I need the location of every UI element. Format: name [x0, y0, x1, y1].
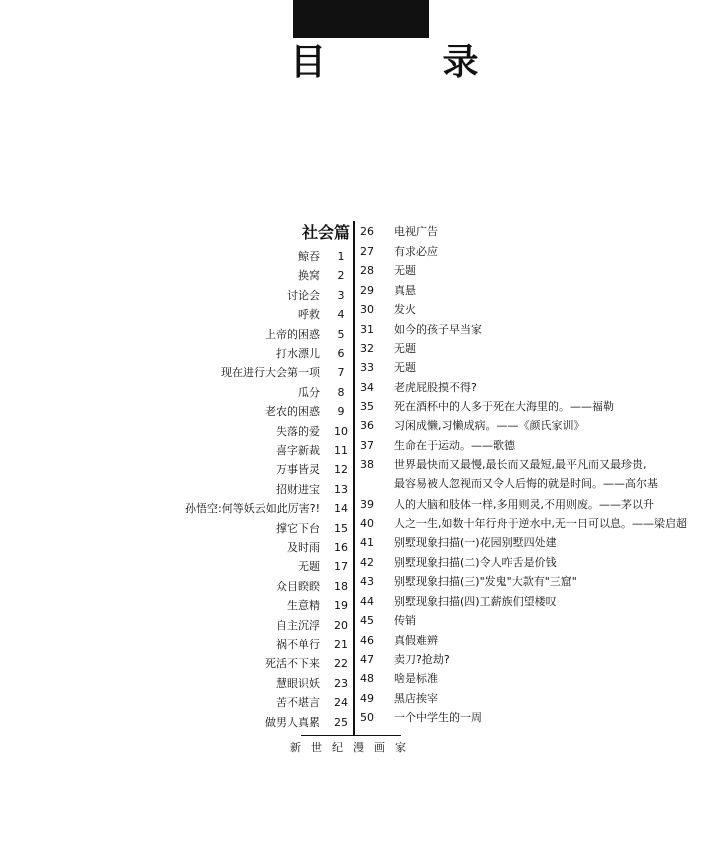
entry-title: 喜字新裁 [276, 444, 320, 457]
header-black-bar [293, 0, 429, 38]
toc-entry[interactable] [0, 616, 350, 636]
entry-title: 现在进行大会第一项 [221, 366, 320, 379]
entry-title: 鲸吞 [298, 250, 320, 263]
entry-number: 21 [334, 638, 348, 651]
entry-title: 有求必应 [394, 245, 438, 258]
toc-entry[interactable] [0, 577, 350, 597]
entry-title: 卖刀?抢劫? [394, 653, 450, 666]
entry-title: 呼救 [298, 308, 320, 321]
entry-title: 祸不单行 [276, 638, 320, 651]
toc-entry[interactable] [0, 674, 350, 694]
entry-number: 45 [360, 614, 374, 627]
entry-title: 人的大脑和肢体一样,多用则灵,不用则废。——茅以升 [394, 498, 654, 511]
entry-number: 8 [337, 386, 345, 399]
entry-title: 撑它下台 [276, 522, 320, 535]
entry-number: 33 [360, 361, 374, 374]
entry-title: 老农的困惑 [265, 405, 320, 418]
entry-title: 真悬 [394, 284, 416, 297]
entry-title-continuation: 最容易被人忽视而又令人后悔的就是时间。——高尔基 [394, 477, 658, 490]
entry-number: 28 [360, 264, 374, 277]
entry-number: 1 [337, 250, 345, 263]
entry-title: 世界最快而又最慢,最长而又最短,最平凡而又最珍贵, [394, 458, 647, 471]
toc-entry[interactable] [356, 456, 713, 496]
entry-title: 习闲成懒,习懒成病。——《颜氏家训》 [394, 419, 585, 432]
entry-title: 苦不堪言 [276, 696, 320, 709]
entry-number: 22 [334, 657, 348, 670]
entry-number: 11 [334, 444, 348, 457]
entry-number: 14 [334, 502, 348, 515]
entry-title: 别墅现象扫描(一)花园别墅四处建 [394, 536, 557, 549]
entry-title: 传销 [394, 614, 416, 627]
entry-number: 43 [360, 575, 374, 588]
toc-entry[interactable] [0, 480, 350, 500]
entry-title: 众目睽睽 [276, 580, 320, 593]
entry-number: 7 [337, 366, 345, 379]
entry-number: 35 [360, 400, 374, 413]
entry-number: 27 [360, 245, 374, 258]
entry-number: 9 [337, 405, 345, 418]
entry-title: 死在酒杯中的人多于死在大海里的。——福勒 [394, 400, 614, 413]
entry-number: 34 [360, 381, 374, 394]
toc-entry[interactable] [0, 557, 350, 577]
entry-title: 生命在于运动。——歌德 [394, 439, 515, 452]
entry-number: 31 [360, 323, 374, 336]
entry-title: 做男人真累 [265, 716, 320, 729]
entry-number: 5 [337, 328, 345, 341]
entry-number: 20 [334, 619, 348, 632]
entry-number: 4 [337, 308, 345, 321]
entry-number: 16 [334, 541, 348, 554]
toc-entry[interactable] [0, 305, 350, 325]
entry-number: 30 [360, 303, 374, 316]
entry-title: 孙悟空:何等妖云如此厉害?! [185, 502, 320, 515]
entry-title: 黑店挨宰 [394, 692, 438, 705]
toc-entry[interactable] [0, 596, 350, 616]
entry-title: 别墅现象扫描(二)令人咋舌是价钱 [394, 556, 557, 569]
entry-title: 失落的爱 [276, 425, 320, 438]
entry-number: 13 [334, 483, 348, 496]
entry-number: 46 [360, 634, 374, 647]
entry-number: 44 [360, 595, 374, 608]
footer-series-name: 新世纪漫画家 [290, 741, 416, 754]
entry-title: 真假难辨 [394, 634, 438, 647]
entry-title: 招财进宝 [276, 483, 320, 496]
entry-number: 19 [334, 599, 348, 612]
entry-title: 如今的孩子早当家 [394, 323, 482, 336]
toc-entry[interactable] [0, 499, 350, 519]
entry-number: 17 [334, 560, 348, 573]
toc-entry[interactable] [0, 266, 350, 286]
entry-number: 12 [334, 463, 348, 476]
toc-entry[interactable] [0, 635, 350, 655]
entry-title: 无题 [394, 264, 416, 277]
toc-entry[interactable] [0, 519, 350, 539]
entry-number: 26 [360, 225, 374, 238]
entry-number: 38 [360, 458, 374, 471]
entry-number: 37 [360, 439, 374, 452]
entry-number: 15 [334, 522, 348, 535]
toc-entry[interactable] [0, 247, 350, 267]
entry-number: 41 [360, 536, 374, 549]
entry-number: 25 [334, 716, 348, 729]
entry-number: 2 [337, 269, 345, 282]
entry-number: 3 [337, 289, 345, 302]
entry-title: 老虎屁股摸不得? [394, 381, 477, 394]
entry-number: 49 [360, 692, 374, 705]
entry-number: 40 [360, 517, 374, 530]
entry-number: 10 [334, 425, 348, 438]
toc-entry[interactable] [0, 363, 350, 383]
entry-number: 18 [334, 580, 348, 593]
entry-title: 上帝的困惑 [265, 328, 320, 341]
toc-entry[interactable] [0, 383, 350, 403]
entry-title: 死活不下来 [265, 657, 320, 670]
entry-title: 人之一生,如数十年行舟于逆水中,无一日可以息。——梁启超 [394, 517, 687, 530]
page-title: 目 录 [290, 41, 531, 83]
toc-entry[interactable] [0, 325, 350, 345]
toc-entry[interactable] [0, 460, 350, 480]
toc-entry[interactable] [0, 422, 350, 442]
toc-entry[interactable] [0, 654, 350, 674]
entry-number: 6 [337, 347, 345, 360]
toc-entry[interactable] [0, 713, 350, 733]
entry-number: 47 [360, 653, 374, 666]
entry-title: 别墅现象扫描(四)工薪族们望楼叹 [394, 595, 557, 608]
entry-number: 48 [360, 672, 374, 685]
entry-title: 万事皆灵 [276, 463, 320, 476]
entry-title: 电视广告 [394, 225, 438, 238]
entry-title: 一个中学生的一周 [394, 711, 482, 724]
entry-title: 打水漂儿 [276, 347, 320, 360]
toc-entry[interactable] [0, 402, 350, 422]
toc-entry[interactable] [0, 286, 350, 306]
entry-title: 啥是标准 [394, 672, 438, 685]
toc-entry[interactable] [0, 693, 350, 713]
section-heading: 社会篇 [301, 223, 350, 242]
entry-title: 发火 [394, 303, 416, 316]
entry-title: 无题 [394, 342, 416, 355]
bottom-rule [301, 735, 401, 736]
entry-title: 换窝 [298, 269, 320, 282]
entry-number: 39 [360, 498, 374, 511]
toc-entry[interactable] [0, 344, 350, 364]
entry-title: 讨论会 [287, 289, 320, 302]
toc-entry[interactable] [0, 538, 350, 558]
entry-number: 50 [360, 711, 374, 724]
entry-title: 自主沉浮 [276, 619, 320, 632]
entry-number: 36 [360, 419, 374, 432]
entry-number: 32 [360, 342, 374, 355]
entry-number: 42 [360, 556, 374, 569]
entry-title: 别墅现象扫描(三)"发鬼"大款有"三窟" [394, 575, 577, 588]
entry-title: 生意精 [287, 599, 320, 612]
entry-title: 无题 [394, 361, 416, 374]
entry-number: 29 [360, 284, 374, 297]
entry-number: 24 [334, 696, 348, 709]
entry-title: 及时雨 [287, 541, 320, 554]
entry-title: 瓜分 [298, 386, 320, 399]
toc-entry[interactable] [0, 441, 350, 461]
entry-title: 慧眼识妖 [276, 677, 320, 690]
entry-title: 无题 [298, 560, 320, 573]
column-divider [353, 221, 355, 736]
entry-number: 23 [334, 677, 348, 690]
